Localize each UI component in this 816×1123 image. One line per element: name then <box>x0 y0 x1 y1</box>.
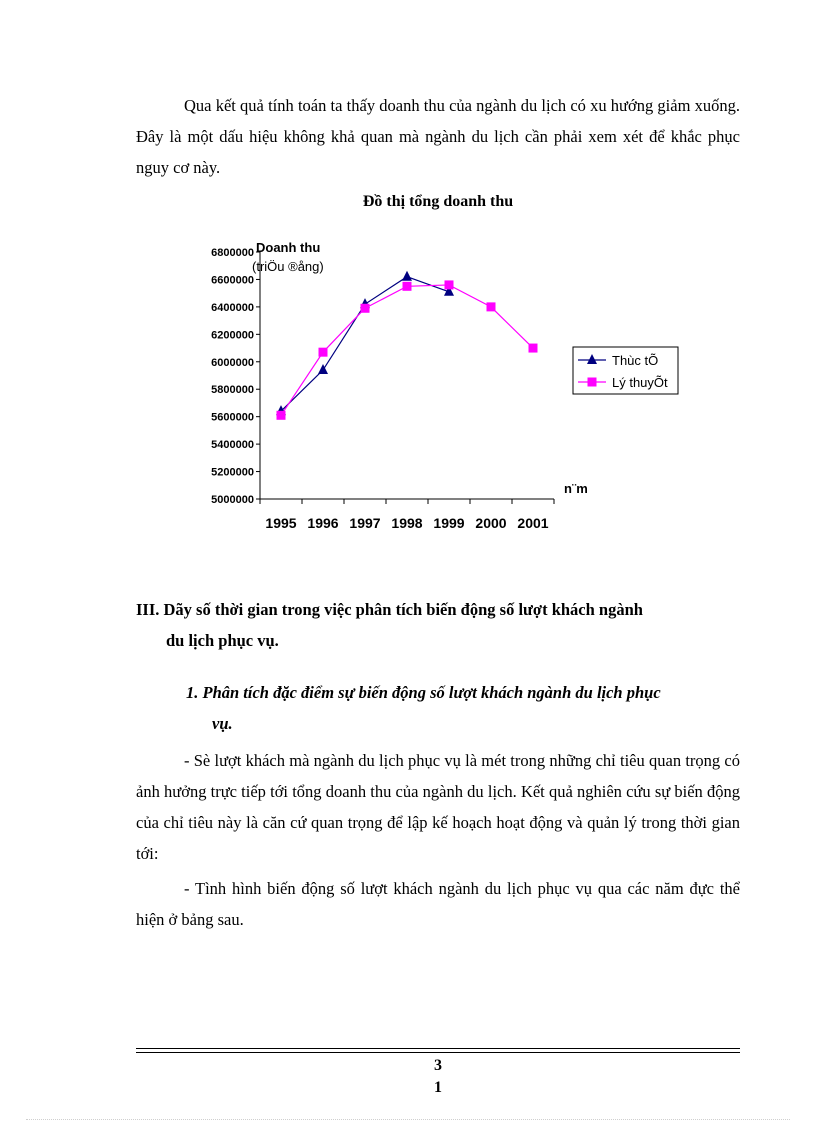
section-heading-iii <box>136 594 740 656</box>
x-tick-label: 1998 <box>391 515 423 531</box>
subsection-heading-1 <box>186 677 740 739</box>
subsection-heading-1-line2: vụ. <box>212 714 233 733</box>
legend <box>573 347 678 394</box>
y-tick-label: 5000000 <box>211 494 254 506</box>
subsection-heading-1-line1: 1. Phân tích đặc điểm sự biến động số lượt khách ngành du lịch phục <box>186 683 661 702</box>
series-2-point <box>487 302 496 311</box>
y-tick-label: 6800000 <box>211 247 254 259</box>
paragraph-table-intro: - Tình hình biến động số lượt khách ngành du lịch phục vụ qua các năm đực thể hiện ở bảng sau. <box>136 879 740 929</box>
x-tick-label: 1996 <box>307 515 339 531</box>
series-2-point <box>529 344 538 353</box>
y-tick-label: 5800000 <box>211 384 254 397</box>
section-heading-iii-line2: du lịch phục vụ. <box>166 631 279 650</box>
paragraph-intro: Qua kết quả tính toán ta thấy doanh thu của ngành du lịch có xu hướng giảm xuống. Đây là một dấu hiệu không khả quan mà ngành du lịch cần phải xem xét để khắc phục nguy cơ này. <box>136 96 740 177</box>
series-2-point <box>277 411 286 420</box>
y-tick-label: 5600000 <box>211 411 254 424</box>
y-axis-unit-label: (triÖu ®ång) <box>252 259 324 274</box>
footer-rule-bottom <box>136 1052 740 1053</box>
x-tick-label: 1999 <box>433 515 465 531</box>
chart-title: Đồ thị tổng doanh thu <box>362 193 514 210</box>
y-tick-label: 6400000 <box>211 301 254 314</box>
series-2-point <box>361 304 370 313</box>
revenue-line-chart <box>160 232 720 542</box>
series-2-point <box>445 280 454 289</box>
series-2-point <box>319 348 328 357</box>
y-tick-label: 6600000 <box>211 274 254 287</box>
legend-label-1: Thùc tÕ <box>612 353 659 368</box>
page-number-secondary: 1 <box>434 1079 442 1096</box>
legend-label-2: Lý thuyÕt <box>612 375 668 390</box>
paragraph-visitor-count: - Sè lượt khách mà ngành du lịch phục vụ là mét trong những chỉ tiêu quan trọng có ảnh hưởng trực tiếp tới tổng doanh thu của ngành du lịch. Kết quả nghiên cứu sự biến động của chỉ tiêu này là căn cứ quan trọng để lập kế hoạch hoạt động và quản lý trong thời gian tới: <box>136 751 740 863</box>
section-heading-iii-line1: III. Dãy số thời gian trong việc phân tích biến động số lượt khách ngành <box>136 600 643 619</box>
y-tick-label: 5400000 <box>211 439 254 452</box>
y-axis <box>211 247 260 506</box>
x-tick-label: 2001 <box>517 515 549 531</box>
x-axis <box>260 499 554 531</box>
y-tick-label: 6000000 <box>211 356 254 369</box>
x-tick-label: 1997 <box>349 515 381 531</box>
legend-marker-2 <box>588 378 597 387</box>
page-bottom-dotted-line <box>26 1119 790 1120</box>
y-axis-label: Doanh thu <box>256 240 321 255</box>
series-line-1 <box>281 277 449 411</box>
series-1-point <box>402 271 412 281</box>
y-tick-label: 5200000 <box>211 466 254 479</box>
page-number: 3 <box>434 1057 442 1074</box>
series-markers <box>276 271 538 420</box>
x-tick-label: 1995 <box>265 515 297 531</box>
series-2-point <box>403 282 412 291</box>
x-tick-label: 2000 <box>475 515 507 531</box>
x-axis-label: n¨m <box>564 481 588 496</box>
y-tick-label: 6200000 <box>211 329 254 342</box>
footer-rule-top <box>136 1048 740 1049</box>
series-lines <box>281 277 533 416</box>
